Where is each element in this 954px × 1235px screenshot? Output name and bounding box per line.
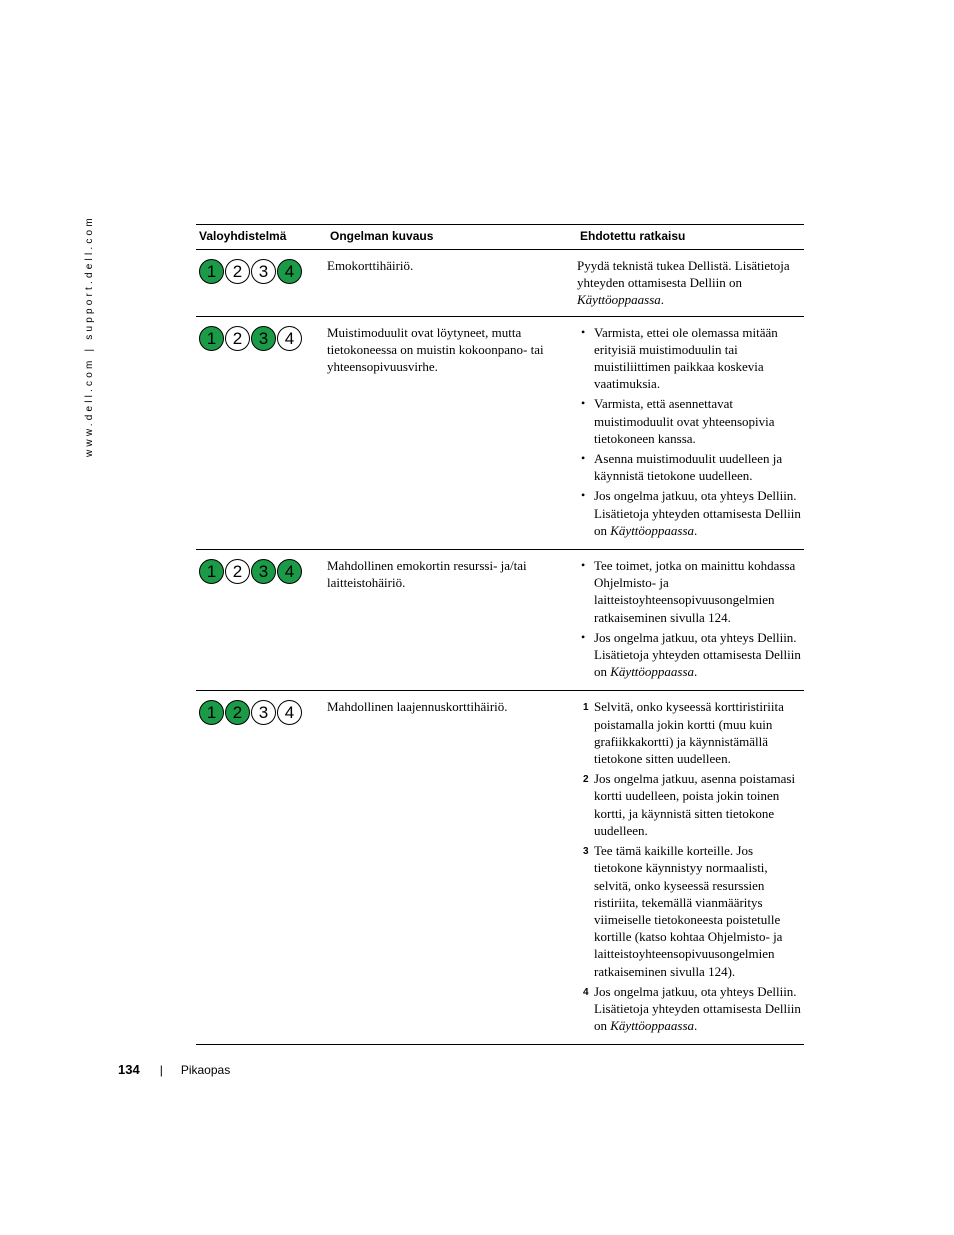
manual-reference: Käyttöoppaassa [610,522,695,538]
list-item: • Tee toimet, jotka on mainittu kohdassa Ohjelmisto- ja laitteistoyhteensopivuusongelmien ratkaiseminen sivulla 124. [581,558,796,625]
bullet-icon: • [581,629,586,644]
header-problem-description: Ongelman kuvaus [327,225,577,250]
diagnostic-light-3: 3 [251,559,276,584]
header-suggested-solution: Ehdotettu ratkaisu [577,225,804,250]
diagnostic-light-4: 4 [277,259,302,284]
bullet-icon: • [581,396,586,411]
header-light-pattern: Valoyhdistelmä [196,225,327,250]
list-item: • Jos ongelma jatkuu, ota yhteys Delliin. Lisätietoja yhteyden ottamisesta Delliin on Käyttöoppaassa. [581,488,801,538]
problem-description: Mahdollinen laajennuskorttihäiriö. [327,691,577,1045]
diagnostic-lights [199,324,327,351]
step-number: 1 [583,702,589,714]
diagnostic-light-2: 2 [225,700,250,725]
diagnostic-light-2: 2 [225,326,250,351]
diagnostic-lights [199,257,327,284]
section-title: Pikaopas [180,1062,231,1077]
diagnostic-lights [199,557,327,584]
manual-reference: Käyttöoppaassa [577,292,661,308]
diagnostic-light-1: 1 [199,700,224,725]
list-item: 4 Jos ongelma jatkuu, ota yhteys Delliin. Lisätietoja yhteyden ottamisesta Delliin on Käyttöoppaassa. [583,983,801,1034]
diagnostic-light-3: 3 [251,259,276,284]
solution-list [577,324,802,539]
solution-list [577,557,802,680]
solution-text: Pyydä teknistä tukea Dellistä. Lisätietoja yhteyden ottamisesta Delliin on Käyttöoppaassa. [577,250,804,317]
manual-reference: Käyttöoppaassa [610,664,695,680]
step-number: 4 [583,986,589,998]
diagnostic-light-1: 1 [199,559,224,584]
list-item: • Varmista, että asennettavat muistimoduulit ovat yhteensopivia tietokoneen kanssa. [581,396,775,446]
table-row [196,250,804,317]
list-item: • Jos ongelma jatkuu, ota yhteys Delliin. Lisätietoja yhteyden ottamisesta Delliin on Käyttöoppaassa. [581,629,801,680]
problem-description: Mahdollinen emokortin resurssi- ja/tai laitteistohäiriö. [327,550,577,691]
list-item: • Asenna muistimoduulit uudelleen ja käynnistä tietokone uudelleen. [581,451,783,484]
table-row [196,316,804,549]
side-url: www.dell.com | support.dell.com [84,215,95,457]
solution-steps [577,698,802,1034]
list-item: • Varmista, ettei ole olemassa mitään erityisiä muistimoduulin tai muistiliittimen paikkaa koskevia vaatimuksia. [581,324,778,392]
list-item: 1 Selvitä, onko kyseessä korttiristiriita poistamalla jokin kortti (muu kuin grafiikkakortti) ja käynnistämällä tietokone sitten uudelleen. [583,699,784,767]
step-number: 2 [583,774,589,786]
list-item: 2 Jos ongelma jatkuu, asenna poistamasi kortti uudelleen, poista jokin toinen kortti, ja käynnistä sitten tietokone uudelleen. [583,771,796,838]
diagnostic-light-1: 1 [199,259,224,284]
problem-description: Muistimoduulit ovat löytyneet, mutta tietokoneessa on muistin kokoonpano- tai yhteensopivuusvirhe. [327,316,577,549]
diagnostic-light-4: 4 [277,700,302,725]
manual-reference: Käyttöoppaassa [610,1018,695,1034]
bullet-icon: • [581,558,586,573]
step-number: 3 [583,846,589,858]
problem-description: Emokorttihäiriö. [327,250,577,317]
page-footer [118,1062,230,1077]
diagnostic-light-3: 3 [251,700,276,725]
diagnostic-light-1: 1 [199,326,224,351]
list-item: 3 Tee tämä kaikille korteille. Jos tietokone käynnistyy normaalisti, selvitä, onko kyseessä resurssien ristiriita, tekemällä vianmääritys viimeiselle tietokoneesta poistetulle kortille (katso kohtaa Ohjelmisto- ja laitteistoyhteensopivuusongelmien ratkaiseminen sivulla 124). [583,843,783,979]
page-number: 134 [118,1062,140,1077]
table-header-row [196,225,804,250]
bullet-icon: • [581,488,586,503]
diagnostic-light-4: 4 [277,559,302,584]
diagnostic-light-2: 2 [225,259,250,284]
diagnostic-light-2: 2 [225,559,250,584]
bullet-icon: • [581,324,586,339]
diagnostic-lights-table [196,224,804,1045]
bullet-icon: • [581,451,586,466]
footer-separator: | [159,1062,163,1077]
diagnostic-light-4: 4 [277,326,302,351]
diagnostic-light-3: 3 [251,326,276,351]
diagnostic-lights [199,698,327,725]
table-row [196,691,804,1045]
table-row [196,550,804,691]
